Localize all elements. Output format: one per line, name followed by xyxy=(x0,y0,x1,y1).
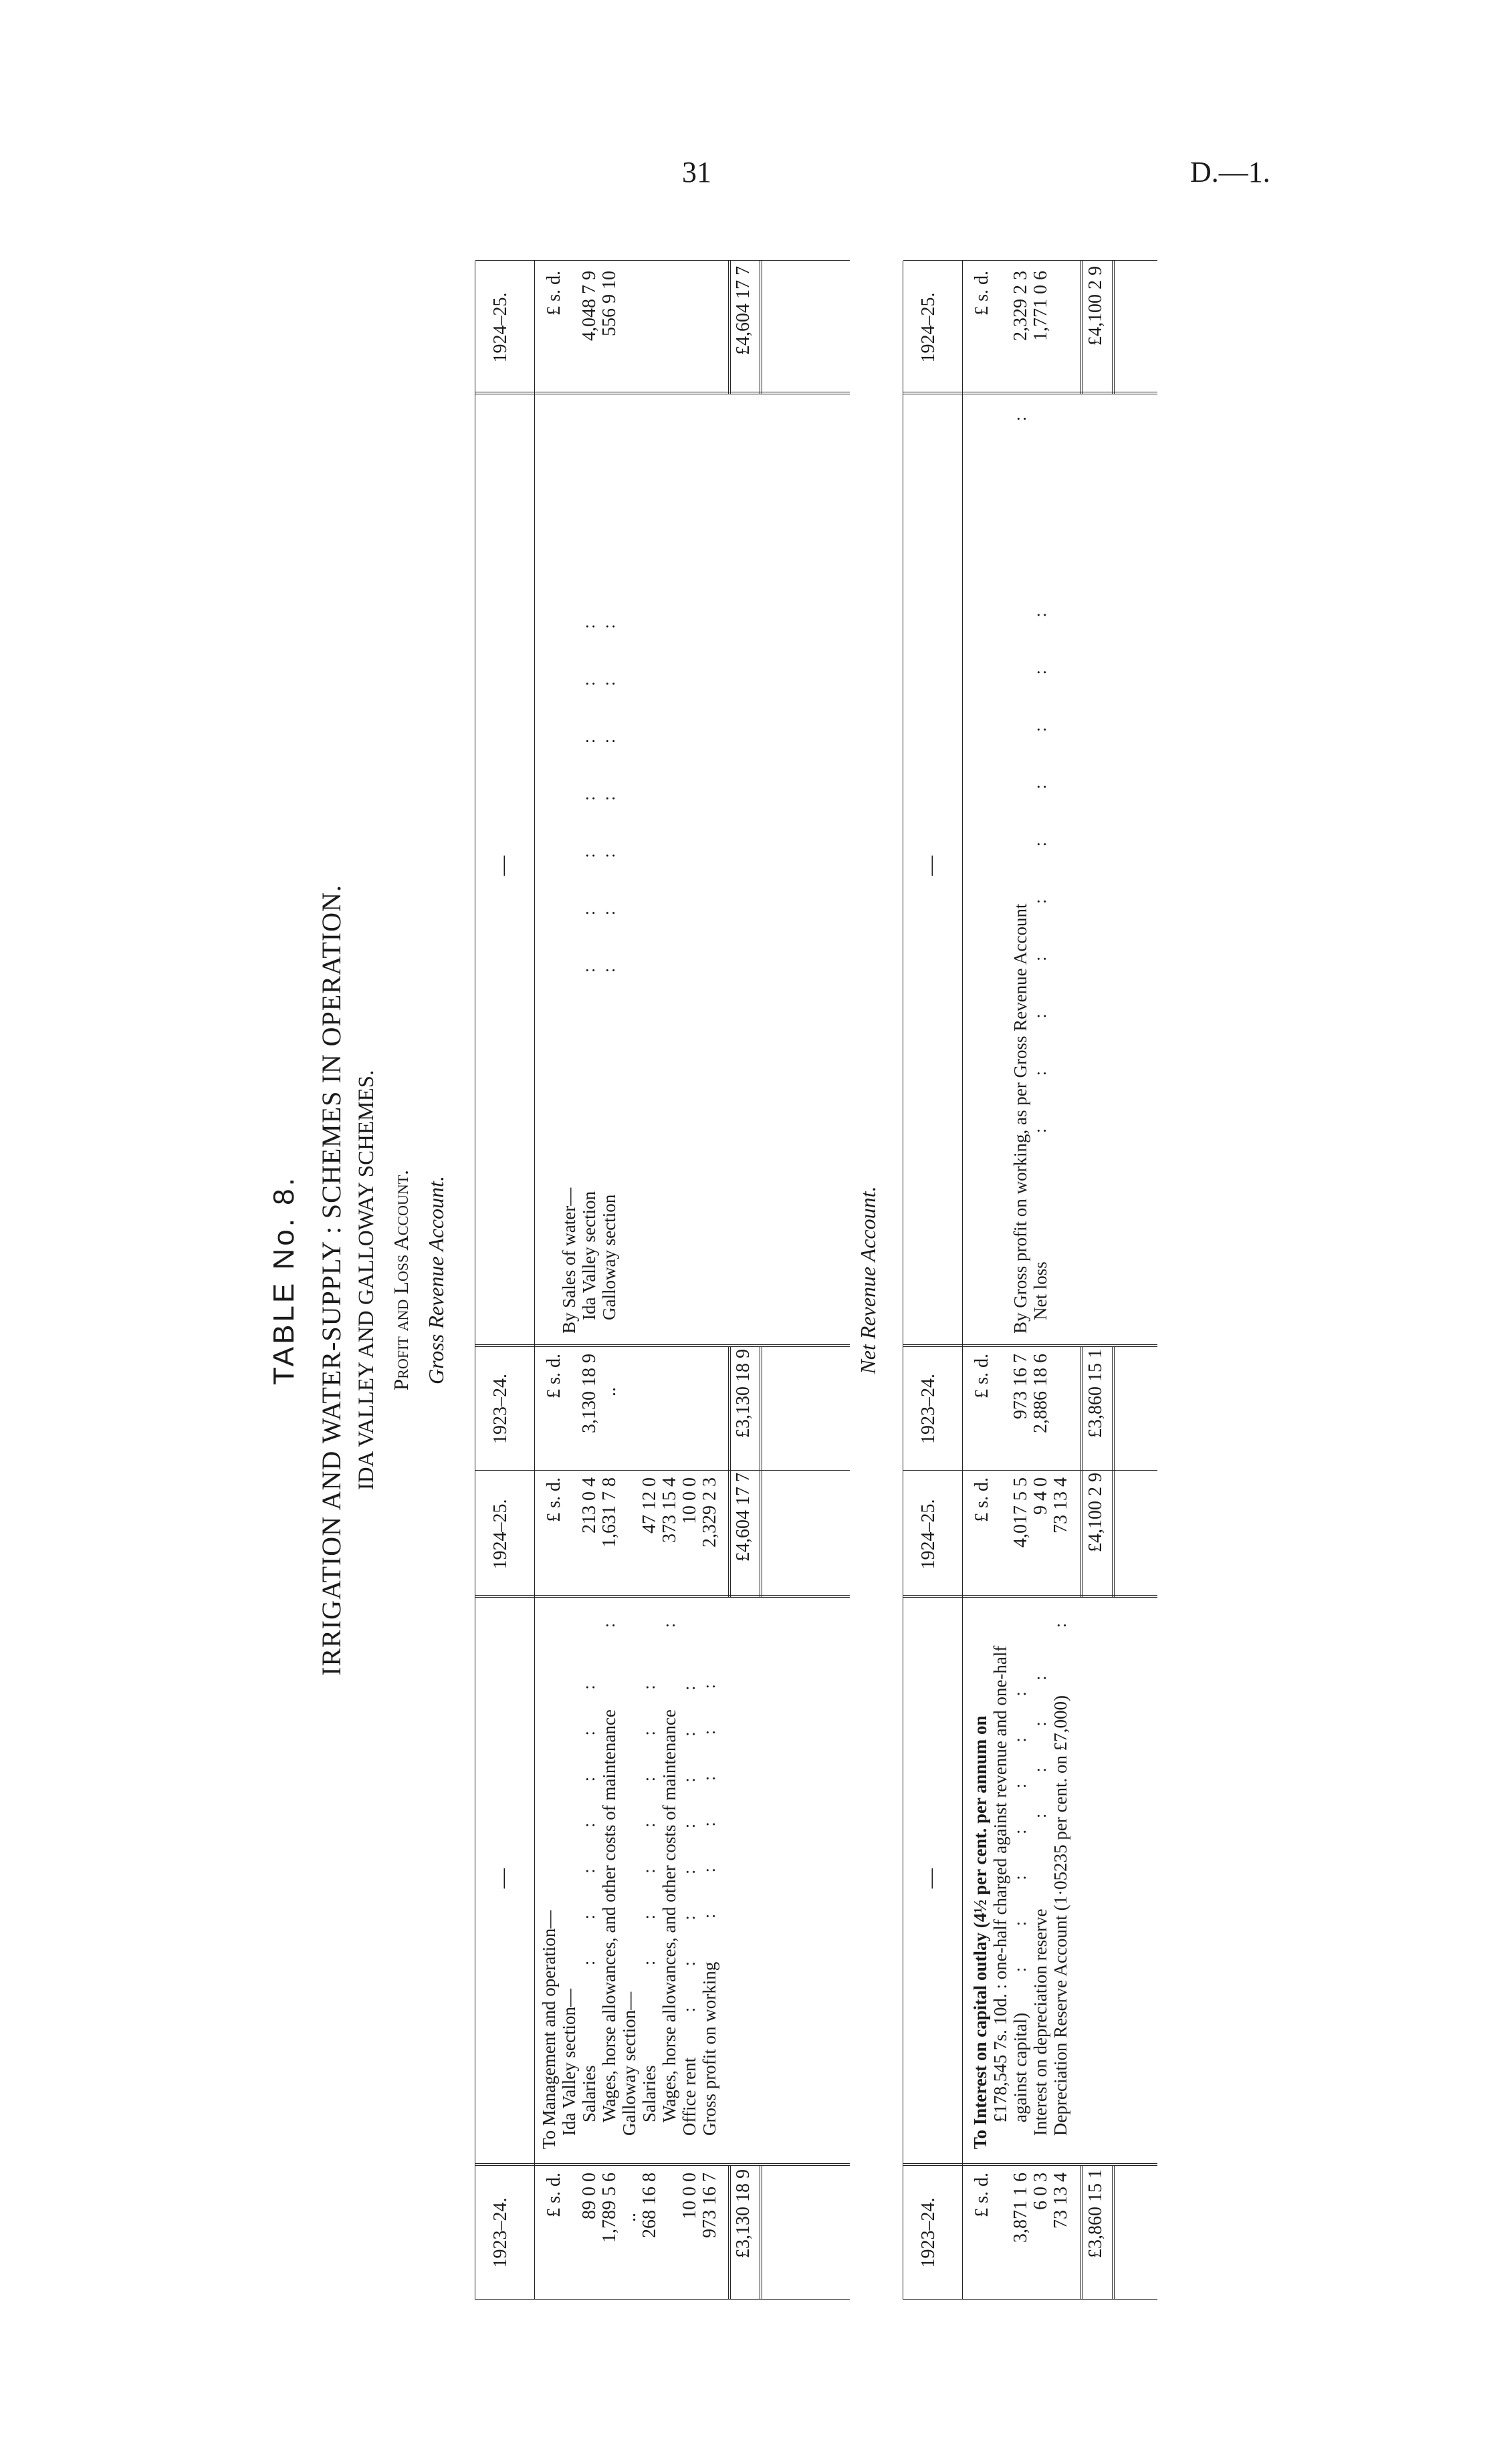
account-title: Profit and Loss Account. xyxy=(389,1170,413,1390)
net-debit-y2-value: 9 4 0 xyxy=(1030,1477,1051,1515)
table-titles xyxy=(267,261,488,2300)
gross-debit-row-label: Office rent xyxy=(679,2057,699,2136)
net-debit-y1-value: 73 13 4 xyxy=(1050,2173,1071,2229)
gross-credit-y1-total: £3,130 18 9 xyxy=(733,1349,754,1438)
net-revenue-account xyxy=(903,261,1157,2300)
gross-debit-y2-value: 213 0 4 xyxy=(579,1477,600,1533)
net-debit-row-label: Interest on depreciation reserve xyxy=(1030,1908,1050,2136)
gross-debit-y1-value: .. xyxy=(619,2213,640,2222)
leader-dots: : xyxy=(659,1621,679,1628)
gross-debit-row-label: Wages, horse allowances, and other costs of maintenance xyxy=(599,1709,619,2122)
lsd-heading: £ s. d. xyxy=(972,1477,992,1522)
net-credit-y1-header: 1923–24. xyxy=(918,1374,939,1444)
net-credit-y2-value: 1,771 0 6 xyxy=(1030,271,1051,341)
gross-revenue-account xyxy=(475,261,850,2300)
lsd-heading: £ s. d. xyxy=(544,1477,564,1522)
net-debit-y1-total: £3,860 15 1 xyxy=(1085,2169,1106,2258)
table-number: TABLE No. 8. xyxy=(267,1175,300,1385)
gross-debit-row-label: Gross profit on working xyxy=(699,1961,719,2136)
net-credit-row-label: Net loss xyxy=(1030,1261,1050,1320)
leader-dots: : : : : : : : xyxy=(1010,1690,1030,1972)
gross-debit-y1-value: 89 0 0 xyxy=(579,2173,600,2219)
document-reference: D.—1. xyxy=(1190,156,1270,189)
gross-account-title: Gross Revenue Account. xyxy=(424,1176,448,1384)
net-debit-y1-value: 6 0 3 xyxy=(1030,2173,1051,2210)
leader-dots: : : : : : : : xyxy=(579,622,598,973)
scheme-title: IDA VALLEY AND GALLOWAY SCHEMES. xyxy=(354,1070,378,1491)
gross-debit-y1-total: £3,130 18 9 xyxy=(733,2169,754,2258)
net-debit-y2-value: 73 13 4 xyxy=(1050,1477,1071,1533)
net-credit-y2-header: 1924–25. xyxy=(918,292,939,363)
net-credit-label-header: — xyxy=(919,856,941,876)
gross-debit-y1-value: 973 16 7 xyxy=(699,2173,720,2238)
leader-dots: : : : : : : xyxy=(699,1683,719,1919)
lsd-heading: £ s. d. xyxy=(972,1354,992,1398)
leader-dots: : : : : : : : xyxy=(579,1683,598,1965)
table-main-title: IRRIGATION AND WATER-SUPPLY : SCHEMES IN OPERATION. xyxy=(316,884,346,1676)
net-debit-label-header: — xyxy=(919,1868,941,1888)
lsd-heading: £ s. d. xyxy=(972,271,992,316)
leader-dots: : : : : : : : xyxy=(639,1683,659,1965)
gross-debit-row-label: Salaries xyxy=(639,2065,659,2122)
net-debit-y1-header: 1923–24. xyxy=(918,2197,939,2268)
gross-credit-row-label: Ida Valley section xyxy=(579,1191,599,1320)
gross-debit-y1-value: 268 16 8 xyxy=(639,2173,660,2238)
net-credit-y1-total: £3,860 15 1 xyxy=(1085,1349,1106,1438)
gross-debit-y2-value: 373 15 4 xyxy=(659,1477,680,1543)
gross-credit-y2-header: 1924–25. xyxy=(490,292,511,363)
gross-credit-y2-value: 4,048 7 9 xyxy=(579,271,600,341)
net-debit-row-label: against capital) xyxy=(1010,2012,1030,2122)
rotated-table-sheet xyxy=(267,261,1137,2300)
leader-dots: : : : : : : : xyxy=(599,622,618,973)
leader-dots: : xyxy=(1010,414,1030,421)
gross-debit-y2-value: 47 12 0 xyxy=(639,1477,660,1533)
gross-debit-row-label: Ida Valley section— xyxy=(559,1989,579,2136)
net-credit-y1-value: 973 16 7 xyxy=(1010,1354,1031,1419)
gross-credit-y1-value: .. xyxy=(599,1387,620,1396)
gross-debit-label-header: — xyxy=(491,1868,513,1888)
net-debit-row-label: £178,545 7s. 10d. : one-half charged against revenue and one-half xyxy=(990,1645,1010,2122)
gross-debit-y2-value: 10 0 0 xyxy=(679,1477,700,1524)
leader-dots: : xyxy=(599,1621,618,1628)
gross-debit-y2-value: 2,329 2 3 xyxy=(699,1477,720,1548)
lsd-heading: £ s. d. xyxy=(972,2173,992,2217)
gross-debit-row-label: Galloway section— xyxy=(619,1991,639,2136)
gross-debit-row-label: Wages, horse allowances, and other costs of maintenance xyxy=(659,1709,679,2122)
lsd-heading: £ s. d. xyxy=(544,2173,564,2217)
leader-dots: : : : : xyxy=(1030,1674,1050,1818)
net-credit-y2-value: 2,329 2 3 xyxy=(1010,271,1031,341)
page-number: 31 xyxy=(682,156,711,189)
net-debit-y2-header: 1924–25. xyxy=(918,1499,939,1570)
gross-credit-row-label: By Sales of water— xyxy=(559,1187,579,1334)
net-debit-row-label: To Interest on capital outlay (4½ per cent. per annum on xyxy=(970,1715,990,2149)
gross-debit-y2-header: 1924–25. xyxy=(490,1499,511,1570)
net-debit-y2-total: £4,100 2 9 xyxy=(1085,1473,1106,1552)
net-credit-y1-value: 2,886 18 6 xyxy=(1030,1354,1051,1433)
leader-dots: : : : : : : : : : : xyxy=(1030,611,1050,1133)
leader-dots: : xyxy=(1050,1621,1070,1628)
net-credit-row-label: By Gross profit on working, as per Gross Revenue Account xyxy=(1010,903,1030,1334)
gross-debit-y2-value: 1,631 7 8 xyxy=(599,1477,620,1548)
gross-debit-row-label: Salaries xyxy=(579,2065,599,2122)
net-credit-y2-total: £4,100 2 9 xyxy=(1085,266,1106,346)
lsd-heading: £ s. d. xyxy=(544,271,564,316)
gross-credit-y1-value: 3,130 18 9 xyxy=(579,1354,600,1433)
gross-debit-row-label: To Management and operation— xyxy=(539,1910,559,2149)
gross-credit-y1-header: 1923–24. xyxy=(490,1374,511,1444)
gross-credit-label-header: — xyxy=(491,856,513,876)
gross-credit-y2-total: £4,604 17 7 xyxy=(733,266,754,355)
net-debit-y2-value: 4,017 5 5 xyxy=(1010,1477,1031,1548)
leader-dots: : : : : : : : : xyxy=(679,1684,699,2012)
gross-debit-y1-header: 1923–24. xyxy=(490,2197,511,2268)
lsd-heading: £ s. d. xyxy=(544,1354,564,1398)
net-debit-row-label: Depreciation Reserve Account (1·05235 per cent. on £7,000) xyxy=(1050,1695,1070,2136)
gross-debit-y1-value: 10 0 0 xyxy=(679,2173,700,2219)
gross-debit-y1-value: 1,789 5 6 xyxy=(599,2173,620,2243)
gross-credit-y2-value: 556 9 10 xyxy=(599,271,620,336)
gross-credit-row-label: Galloway section xyxy=(599,1194,619,1320)
net-debit-y1-value: 3,871 1 6 xyxy=(1010,2173,1031,2243)
net-account-title: Net Revenue Account. xyxy=(856,1186,880,1374)
gross-debit-y2-total: £4,604 17 7 xyxy=(733,1473,754,1562)
